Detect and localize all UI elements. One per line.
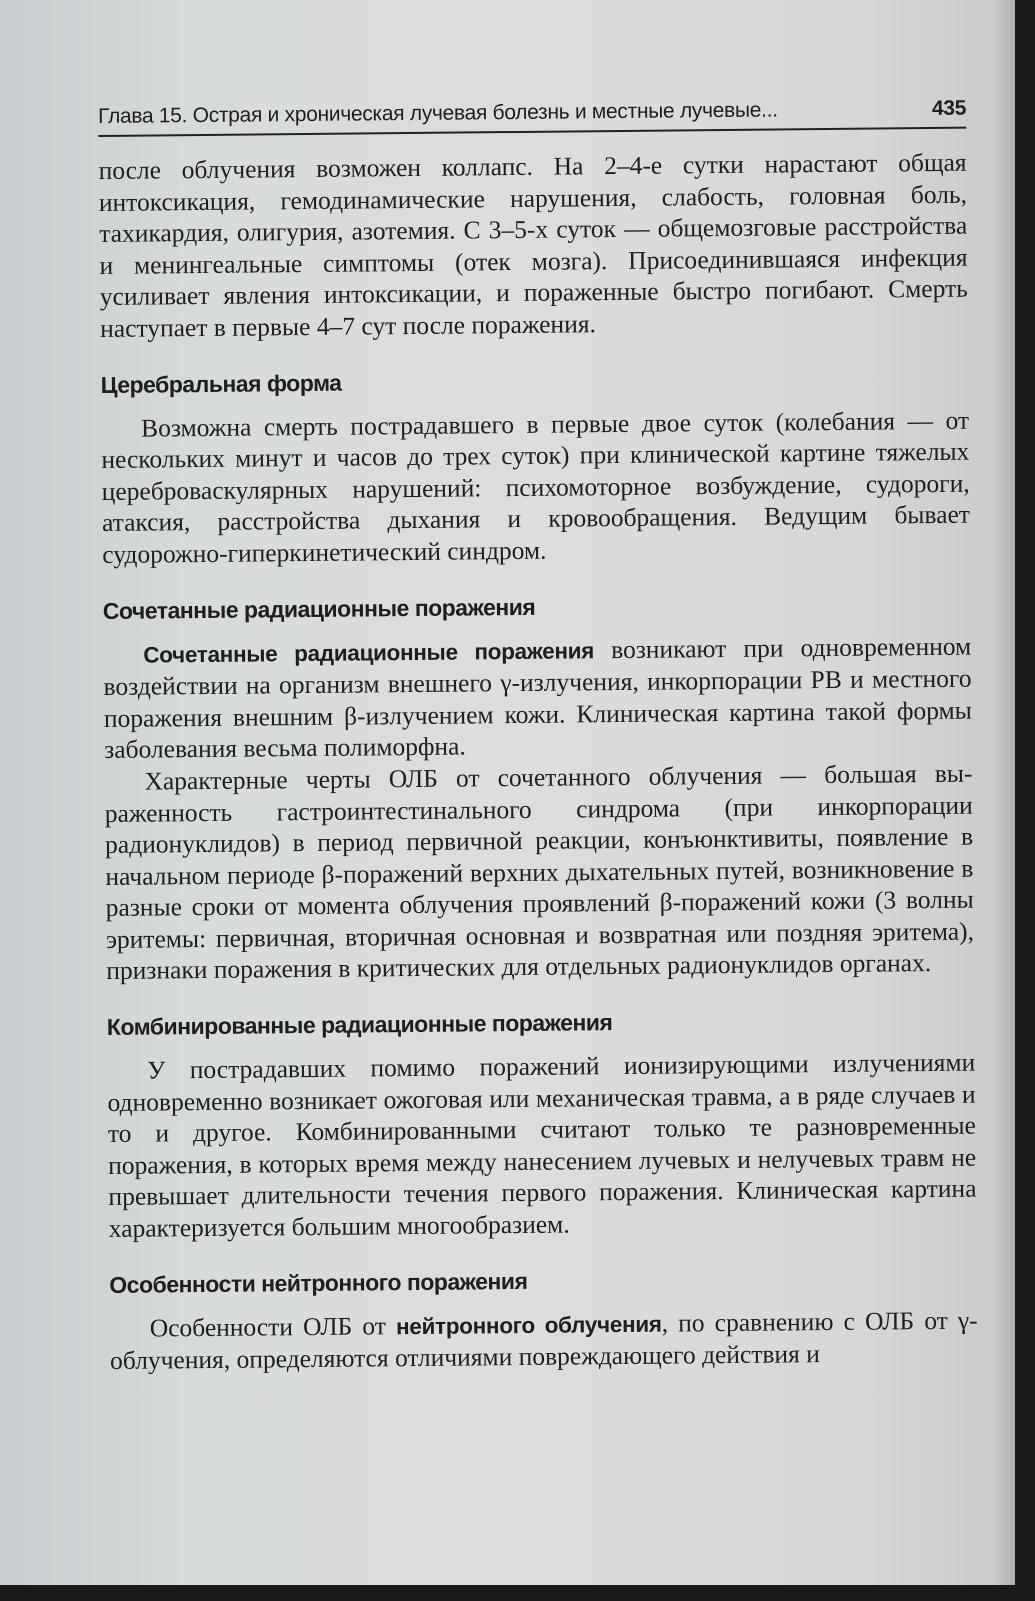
page-edge-shadow [993,0,1015,1585]
paragraph: Характерные черты ОЛБ от сочетанного облучения — большая выраженность гастроинтестинального синдрома (при инкорпорации радионуклидов) в период первичной реакции, конъюнктивиты, появление в начальном периоде β-поражений верхних дыхательных путей, возникновение в разные сроки от момента облучения проявлений β-поражений кожи (3 волны эритемы: первичная, вторичная основная и возвратная или поздняя эритема), признаки поражения в критических для отдельных радионуклидов органах. [104,758,975,986]
page-number: 435 [931,96,967,120]
section-heading: Особенности нейтронного поражения [109,1267,528,1298]
paragraph: У пострадавших помимо поражений ионизирующими излучениями одновременно возникает ожоговая или механическая травма, а в ряде случаев и то и другое. Комбинированными считают только те разновременные поражения, в которых время между нанесением лучевых и нелучевых травм не превышает длительности течения первого поражения. Клиническая картина характеризуется большим многообразием. [107,1047,977,1243]
section-neutron [109,1262,978,1377]
section-cerebral [101,362,971,570]
paragraph-text: Особенности ОЛБ от [149,1310,397,1343]
term-bold: Сочетанные радиационные поражения [143,637,595,668]
running-header [98,97,966,137]
page-content [98,97,978,1403]
section-combined-injuries [107,1005,977,1245]
paragraph-text: , по сравнению с ОЛБ от γ-облучения, определяются отличиями повреждающего действия и [109,1305,978,1376]
paragraph: Возможна смерть пострадавшего в первые двое суток (колебания — от нескольких минут и часов до трех суток) при клинической картине тяжелых цереброваскулярных нарушений: психомоторное возбуждение, судороги, атаксия, расстройства дыхания и кровообращения. Ведущим бывает судорожно-гиперкинетический синдром. [101,405,971,569]
lead-paragraph: после облучения возможен коллапс. На 2–4-е сутки нарастают общая интоксикация, гемодинамические нарушения, слабость, головная боль, тахикардия, олигурия, азотемия. С 3–5-х суток — общемозговые расстройства и менингеальные симптомы (отек мозга). Присоединившаяся инфекция усиливает явления интоксикации, и пораженные быстро погибают. Смерть наступает в первые 4–7 сут после поражения. [98,147,968,343]
paragraph [110,1304,979,1377]
section-heading: Сочетанные радиационные поражения [102,593,536,624]
section-combined-radiation [103,588,975,987]
lead-block [98,147,968,345]
paragraph-text: возникают при одновременном воздействии на организм внешнего γ-излучения, инкорпорации РВ и местного поражения внешним β-излучением кожи. Клиническая картина такой формы заболевания весьма полиморфна. [103,631,972,765]
paragraph [103,630,972,766]
section-heading: Комбинированные радиационные поражения [106,1009,613,1041]
section-heading: Церебральная форма [100,369,342,398]
chapter-title: Глава 15. Острая и хроническая лучевая болезнь и местные лучевые... [98,98,778,128]
term-bold: нейтронного облучения [395,1311,662,1339]
